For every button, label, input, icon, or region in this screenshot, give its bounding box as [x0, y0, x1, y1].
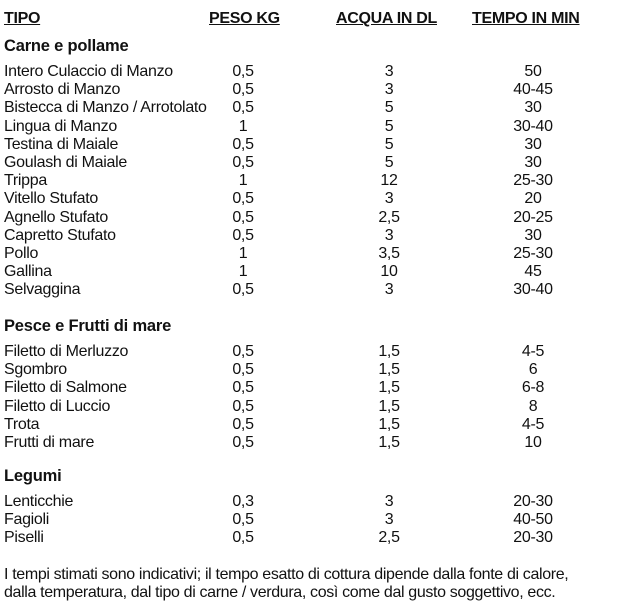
cell-acqua: 5 [384, 117, 394, 135]
table-row [0, 434, 630, 452]
cell-peso: 0,5 [232, 208, 254, 226]
header-tempo: TEMPO IN MIN [472, 10, 580, 27]
cell-peso: 0,5 [232, 379, 254, 397]
cell-peso: 0,5 [232, 63, 254, 80]
footnote-line-1: I tempi stimati sono indicativi; il tempo esatto di cottura dipende dalla fonte di calore, [4, 566, 569, 583]
cell-tempo: 6 [528, 361, 538, 379]
cell-peso: 0,5 [232, 397, 254, 415]
cell-acqua: 5 [384, 135, 394, 153]
cell-acqua: 1,5 [378, 379, 400, 397]
footnote-line-2: dalla temperatura, dal tipo di carne / verdura, così come dal gusto soggettivo, ecc. [4, 584, 556, 601]
table-row [0, 227, 630, 245]
cell-tempo: 4-5 [521, 343, 545, 360]
cell-peso: 0,5 [232, 99, 254, 117]
cell-tempo: 40-50 [513, 511, 553, 529]
cell-peso: 0,5 [232, 281, 254, 299]
cell-tipo: Selvaggina [4, 281, 81, 299]
cell-acqua: 3 [384, 493, 394, 510]
cell-tempo: 25-30 [513, 172, 553, 190]
cell-tempo: 45 [524, 263, 542, 281]
cell-peso: 0,5 [232, 343, 254, 360]
cell-tipo: Frutti di mare [4, 434, 95, 451]
cell-peso: 0,5 [232, 434, 254, 451]
table-row [0, 263, 630, 281]
cell-tempo: 20-30 [513, 493, 553, 510]
cell-peso: 0,5 [232, 135, 254, 153]
cell-acqua: 3 [384, 190, 394, 208]
cell-peso: 0,5 [232, 361, 254, 379]
section-title: Carne e pollame [4, 37, 129, 55]
cell-tipo: Trippa [4, 172, 47, 190]
cell-peso: 0,5 [232, 226, 254, 244]
cell-tempo: 20 [524, 190, 542, 208]
cell-peso: 0,5 [232, 81, 254, 99]
cell-tempo: 50 [524, 63, 542, 80]
cell-acqua: 5 [384, 99, 394, 117]
cell-peso: 0,5 [232, 190, 254, 208]
cell-acqua: 3 [384, 281, 394, 299]
cell-tempo: 30 [524, 135, 542, 153]
table-row [0, 416, 630, 434]
cell-acqua: 1,5 [378, 434, 400, 451]
table-row [0, 118, 630, 136]
table-row [0, 529, 630, 547]
cell-tempo: 30 [524, 154, 542, 171]
table-row [0, 379, 630, 397]
cell-peso: 0,3 [232, 493, 254, 510]
cell-acqua: 1,5 [378, 397, 400, 415]
cell-tempo: 10 [524, 434, 542, 451]
cell-tempo: 30 [524, 226, 542, 244]
table-row [0, 81, 630, 99]
cell-tipo: Capretto Stufato [4, 226, 116, 244]
cell-tipo: Filetto di Merluzzo [4, 343, 129, 360]
cell-acqua: 3,5 [378, 245, 400, 262]
cell-tempo: 25-30 [513, 245, 553, 262]
cell-peso: 0,5 [232, 415, 254, 433]
cell-tipo: Sgombro [4, 361, 67, 379]
cell-acqua: 2,5 [378, 529, 400, 547]
cell-tipo: Trota [4, 415, 40, 433]
cell-acqua: 10 [380, 263, 398, 281]
cell-acqua: 3 [384, 81, 394, 99]
cell-peso: 1 [238, 172, 248, 190]
cell-acqua: 3 [384, 511, 394, 529]
header-acqua: ACQUA IN DL [336, 10, 437, 27]
cell-peso: 1 [238, 117, 248, 135]
cell-acqua: 3 [384, 226, 394, 244]
cell-acqua: 12 [380, 172, 398, 190]
table-row [0, 343, 630, 361]
table-row [0, 172, 630, 190]
cell-tempo: 30-40 [513, 117, 553, 135]
cell-peso: 0,5 [232, 154, 254, 171]
section-title: Pesce e Frutti di mare [4, 317, 172, 335]
cell-tipo: Fagioli [4, 511, 50, 529]
cell-tipo: Gallina [4, 263, 52, 281]
table-row [0, 99, 630, 117]
cell-tempo: 30 [524, 99, 542, 117]
cell-peso: 0,5 [232, 529, 254, 547]
cell-acqua: 3 [384, 63, 394, 80]
cell-tipo: Goulash di Maiale [4, 154, 127, 171]
cell-tipo: Bistecca di Manzo / Arrotolato [4, 99, 207, 117]
cell-acqua: 1,5 [378, 361, 400, 379]
cell-acqua: 1,5 [378, 343, 400, 360]
cell-tipo: Lenticchie [4, 493, 74, 510]
cell-tempo: 8 [528, 397, 538, 415]
cell-peso: 0,5 [232, 511, 254, 529]
cell-tempo: 20-30 [513, 529, 553, 547]
table-row [0, 245, 630, 263]
cell-peso: 1 [238, 245, 248, 262]
section-title: Legumi [4, 467, 62, 485]
cell-tipo: Arrosto di Manzo [4, 81, 121, 99]
header-tipo: TIPO [4, 10, 41, 27]
cell-tipo: Testina di Maiale [4, 135, 119, 153]
header-peso: PESO KG [209, 10, 280, 27]
table-row [0, 281, 630, 299]
cell-tipo: Pollo [4, 245, 39, 262]
cell-tempo: 6-8 [521, 379, 545, 397]
table-row [0, 361, 630, 379]
cell-tipo: Agnello Stufato [4, 208, 109, 226]
cell-acqua: 1,5 [378, 415, 400, 433]
table-row [0, 136, 630, 154]
cell-tipo: Vitello Stufato [4, 190, 98, 208]
cell-tipo: Filetto di Salmone [4, 379, 127, 397]
table-row [0, 511, 630, 529]
table-row [0, 398, 630, 416]
cell-acqua: 2,5 [378, 208, 400, 226]
table-row [0, 493, 630, 511]
table-row [0, 190, 630, 208]
table-row [0, 209, 630, 227]
cell-tempo: 20-25 [513, 208, 553, 226]
table-row [0, 154, 630, 172]
cell-acqua: 5 [384, 154, 394, 171]
cell-tipo: Piselli [4, 529, 44, 547]
cell-tempo: 4-5 [521, 415, 545, 433]
cell-tipo: Filetto di Luccio [4, 397, 111, 415]
cell-tipo: Intero Culaccio di Manzo [4, 63, 173, 80]
cell-tempo: 30-40 [513, 281, 553, 299]
cell-tempo: 40-45 [513, 81, 553, 99]
cell-peso: 1 [238, 263, 248, 281]
cell-tipo: Lingua di Manzo [4, 117, 117, 135]
table-row [0, 63, 630, 81]
